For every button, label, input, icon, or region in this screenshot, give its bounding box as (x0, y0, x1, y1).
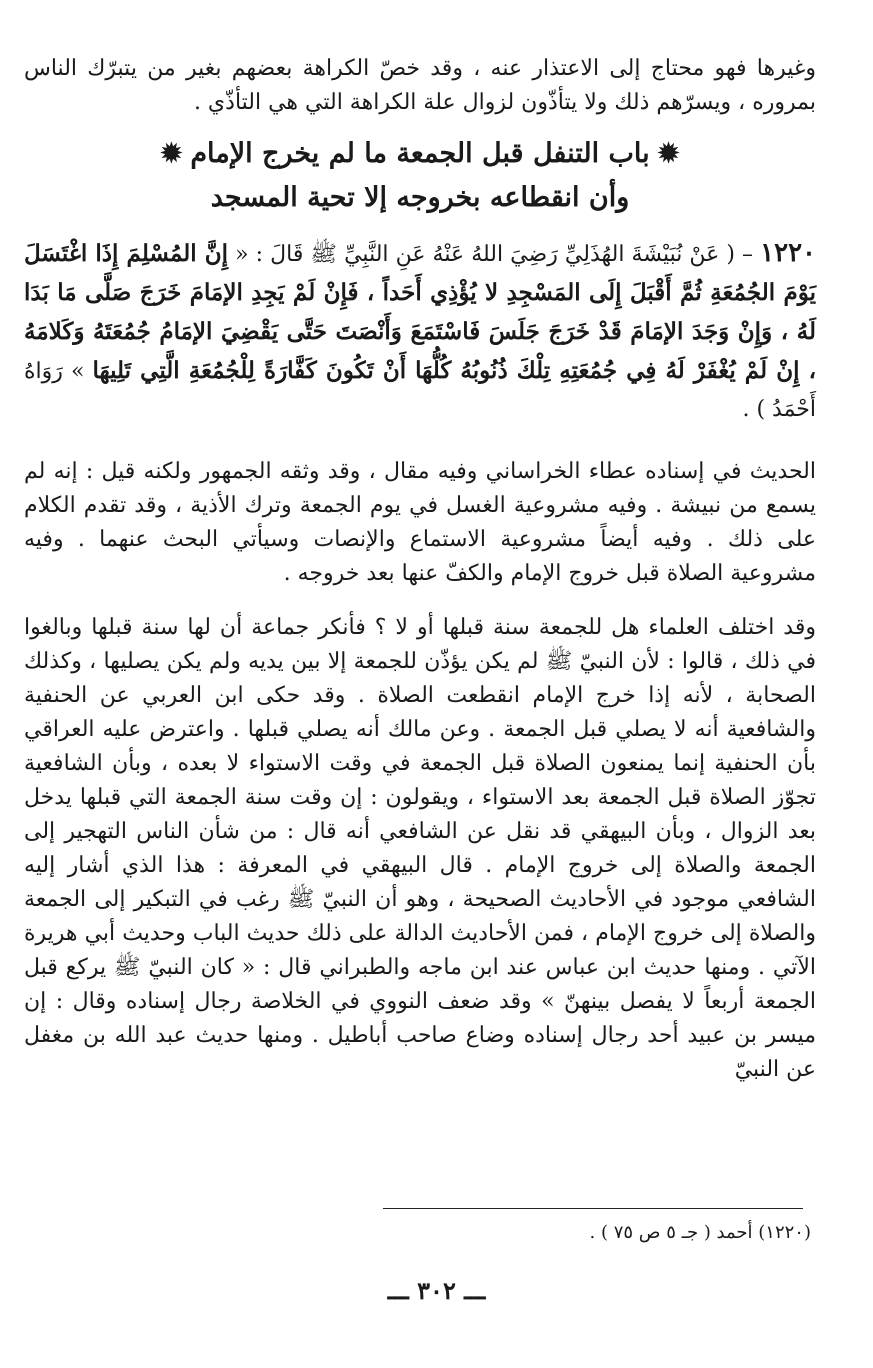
hadith-number: ١٢٢٠ (760, 238, 816, 268)
commentary-paragraph-1: الحديث في إسناده عطاء الخراساني وفيه مقال ، وقد وثقه الجمهور ولكنه قيل : إنه لم يسمع من نبيشة . وفيه مشروعية الغسل في يوم الجمعة وترك الأذية ، وقد تقدم الكلام على ذلك . وفيه أيضاً مشروعية الاستماع والإنصات وسيأتي البحث عنهما . وفيه مشروعية الصلاة قبل خروج الإمام والكفّ عنها بعد خروجه . (24, 459, 816, 586)
chapter-heading (24, 132, 816, 176)
hadith-closing: » رَوَاهُ أَحْمَدُ ) . (24, 359, 816, 422)
page-body (24, 52, 816, 1087)
hadith-isnad: – ( عَنْ نُبَيْشَةَ الهُذَلِيِّ رَضِيَ اللهُ عَنْهُ عَنِ النَّبِيِّ ﷺ قَالَ : « (228, 242, 761, 267)
hadith-block (24, 234, 816, 429)
chapter-subtitle (24, 176, 816, 220)
chapter-title-line1: باب التنفل قبل الجمعة ما لم يخرج الإمام (190, 138, 650, 169)
intro-paragraph: وغيرها فهو محتاج إلى الاعتذار عنه ، وقد خصّ الكراهة بعضهم بغير من يتبرّك الناس بمروره ، ويسرّهم ذلك ولا يتأذّون لزوال علة الكراهة التي هي التأذّي . (24, 56, 816, 115)
chapter-title-line2: وأن انقطاعه بخروجه إلا تحية المسجد (210, 182, 630, 213)
footnote: (١٢٢٠) أحمد ( جـ ٥ ص ٧٥ ) . (589, 1222, 811, 1243)
footnote-divider (383, 1208, 803, 1209)
page-number: ـــ ٣٠٢ ـــ (387, 1276, 486, 1305)
star-ornament-icon: ✹ (160, 139, 183, 169)
hadith-matn: إِنَّ المُسْلِمَ إِذَا اغْتَسَلَ يَوْمَ الجُمُعَةِ ثُمَّ أَقْبَلَ إِلَى المَسْجِدِ لا يُؤْذِي أَحَداً ، فَإِنْ لَمْ يَجِدِ الإمَامَ خَرَجَ صَلَّى مَا بَدَا لَهُ ، وَإِنْ وَجَدَ الإمَامَ قَدْ خَرَجَ جَلَسَ فَاسْتَمَعَ وَأَنْصَتَ حَتَّى يَقْضِيَ الإمَامُ جُمُعَتَهُ وَكَلامَهُ ، إِنْ لَمْ يُغْفَرْ لَهُ فِي جُمُعَتِهِ تِلْكَ ذُنُوبُهُ كُلُّهَا أَنْ تَكُونَ كَفَّارَةً لِلْجُمُعَةِ الَّتِي تَلِيهَا (24, 240, 816, 384)
commentary-paragraph-2: وقد اختلف العلماء هل للجمعة سنة قبلها أو لا ؟ فأنكر جماعة أن لها سنة قبلها وبالغوا في ذلك ، قالوا : لأن النبيّ ﷺ لم يكن يؤذّن للجمعة إلا بين يديه ولم يكن يصليها ، وكذلك الصحابة ، لأنه إذا خرج الإمام انقطعت الصلاة . وقد حكى ابن العربي عن الحنفية والشافعية أنه لا يصلي قبل الجمعة . وعن مالك أنه يصلي قبلها . واعترض عليه العراقي بأن الحنفية إنما يمنعون الصلاة قبل الجمعة في وقت الاستواء لا بعده ، وبأن الشافعية تجوّز الصلاة قبل الجمعة بعد الاستواء ، ويقولون : إن وقت سنة الجمعة التي قبلها يدخل بعد الزوال ، وبأن البيهقي قد نقل عن الشافعي أنه قال : من شأن الناس التهجير إلى الجمعة والصلاة إلى خروج الإمام . قال البيهقي في المعرفة : هذا الذي أشار إليه الشافعي موجود في الأحاديث الصحيحة ، وهو أن النبيّ ﷺ رغب في التبكير إلى الجمعة والصلاة إلى خروج الإمام ، فمن الأحاديث الدالة على ذلك حديث الباب وحديث أبي هريرة الآتي . ومنها حديث ابن عباس عند ابن ماجه والطبراني قال : « كان النبيّ ﷺ يركع قبل الجمعة أربعاً لا يفصل بينهنّ » وقد ضعف النووي في الخلاصة رجال إسناده وقال : إن ميسر بن عبيد أحد رجال إسناده وضاع صاحب أباطيل . ومنها حديث عبد الله بن مغفل عن النبيّ (24, 615, 816, 1082)
star-ornament-icon: ✹ (657, 139, 680, 169)
